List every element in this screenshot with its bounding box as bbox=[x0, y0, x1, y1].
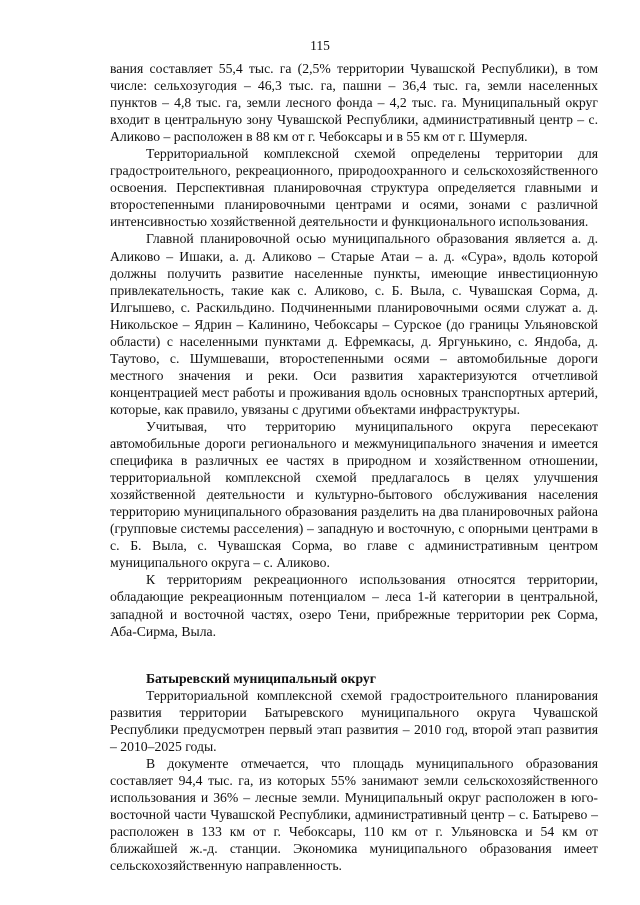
page-body bbox=[110, 60, 598, 874]
paragraph: Главной планировочной осью муниципального образования является а. д. Аликово – Ишаки, а. д. Аликово – Старые Атаи – а. д. «Сура», вдоль которой должны получить развитие населенные пункты, имеющие инвестиционную привлекательность, такие как с. Аликово, с. Б. Выла, с. Чувашская Сорма, д. Илгышево, с. Раскильдино. Подчиненными планировочными осями служат а. д. Никольское – Ядрин – Калинино, Чебоксары – Сурское (до границы Ульяновской области) с населенными пунктами д. Ефремкасы, д. Яргунькино, с. Яндоба, д. Таутово, с. Шумшеваши, второстепенными осями – автомобильные дороги местного значения и реки. Оси развития характеризуются отчетливой концентрацией мест работы и проживания вдоль основных транспортных артерий, которые, как правило, увязаны с другими объектами инфраструктуры. bbox=[110, 231, 598, 417]
section-heading: Батыревский муниципальный округ bbox=[146, 670, 376, 686]
paragraph: Территориальной комплексной схемой определены территории для градостроительного, рекреационного, природоохранного и сельскохозяйственного освоения. Перспективная планировочная структура определяется главными и второстепенными планировочными центрами и осями, зонами с различной интенсивностью хозяйственной деятельности и функционального использования. bbox=[110, 146, 598, 230]
paragraph: В документе отмечается, что площадь муниципального образования составляет 94,4 тыс. га, из которых 55% занимают земли сельскохозяйственного использования и 36% – лесные земли. Муниципальный округ расположен в юго-восточной части Чувашской Республики, административный центр – с. Батырево – расположен в 133 км от г. Чебоксары, 110 км от г. Ульяновска и 54 км от ближайшей ж.-д. станции. Экономика муниципального образования имеет сельскохозяйственную направленность. bbox=[110, 755, 598, 874]
page-number: 115 bbox=[310, 38, 330, 53]
paragraph: К территориям рекреационного использования относятся территории, обладающие рекреационным потенциалом – леса 1-й категории в центральной, западной и восточной частях, озеро Тени, прибрежные территории рек Сорма, Аба-Сирма, Выла. bbox=[110, 572, 598, 639]
paragraph-continuation: вания составляет 55,4 тыс. га (2,5% территории Чувашской Республики), в том числе: сельхозугодия – 46,3 тыс. га, пашни – 36,4 тыс. га, земли населенных пунктов – 4,8 тыс. га, земли лесного фонда – 4,2 тыс. га. Муниципальный округ входит в центральную зону Чувашской Республики, административный центр – с. Аликово – расположен в 88 км от г. Чебоксары и в 55 км от г. Шумерля. bbox=[110, 61, 598, 145]
paragraph: Территориальной комплексной схемой градостроительного планирования развития территории Батыревского муниципального округа Чувашской Республики предусмотрен первый этап развития – 2010 год, второй этап развития – 2010–2025 годы. bbox=[110, 687, 598, 754]
paragraph: Учитывая, что территорию муниципального округа пересекают автомобильные дороги регионального и межмуниципального значения и имеется специфика в различных ее частях в природном и хозяйственном отношении, территориальной комплексной схемой предлагалось в целях улучшения хозяйственной деятельности и культурно-бытового обслуживания населения территорию муниципального образования разделить на два планировочных района (групповые системы расселения) – западную и восточную, с опорными центрами в с. Б. Выла, с. Чувашская Сорма, во главе с административным центром муниципального округа – с. Аликово. bbox=[110, 418, 598, 571]
